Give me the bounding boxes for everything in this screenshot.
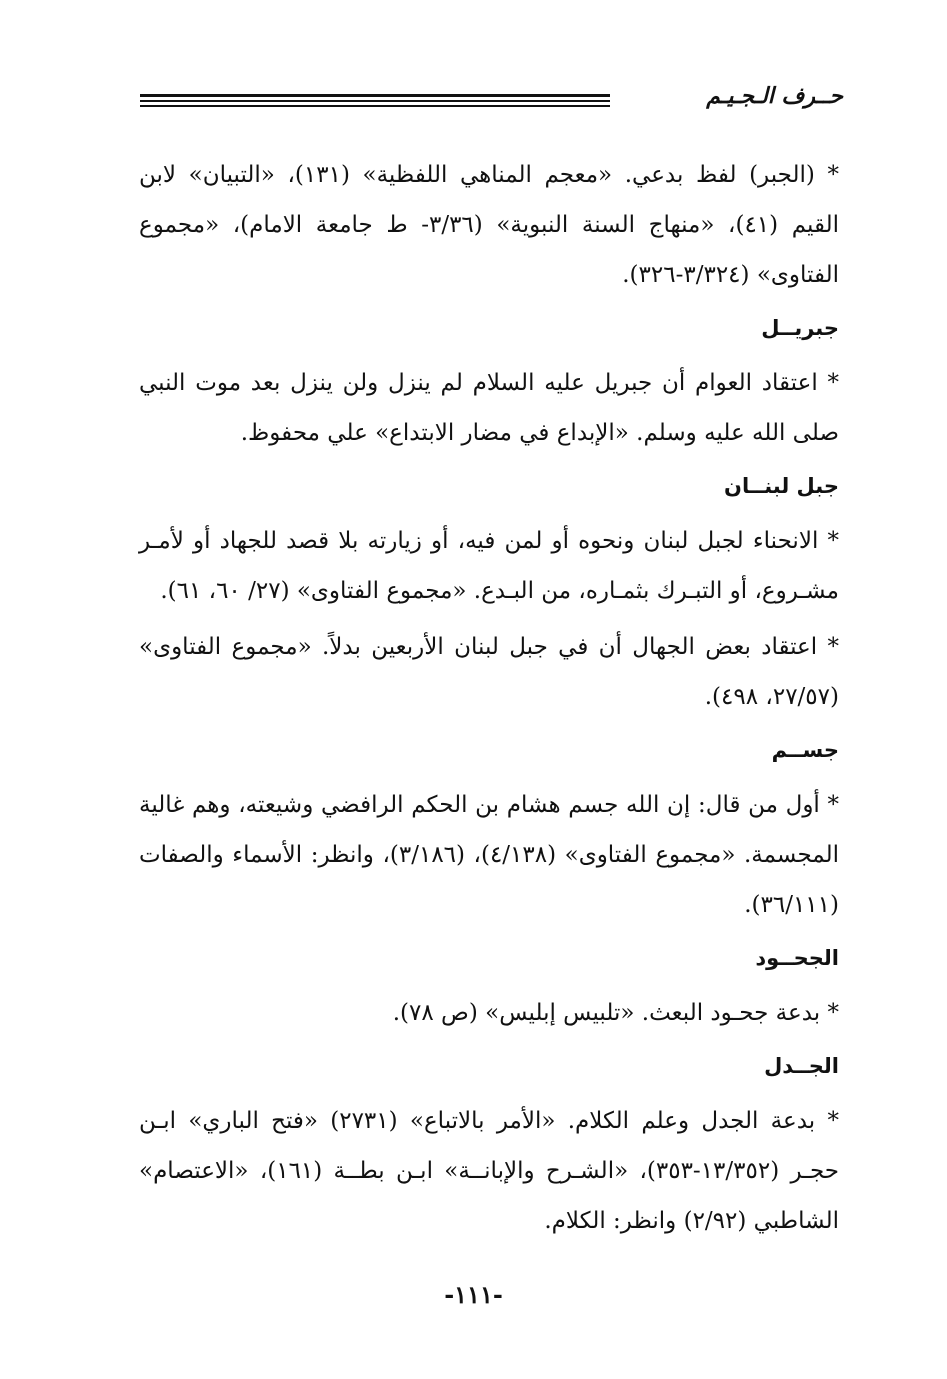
- page-number: -١١١-: [444, 1280, 503, 1309]
- entry-paragraph: * الانحناء لجبل لبنان ونحوه أو لمن فيه، أو زيارته بلا قصد للجهاد أو لأمـر مشـروع، أو التبـرك بثمـاره، من البـدع. «مجموع الفتاوى» (٢٧/ ٦٠، ٦١).: [139, 528, 839, 604]
- header-rule-line: [140, 94, 610, 97]
- header-rule-line: [140, 105, 610, 107]
- entry-jism: [139, 728, 839, 930]
- entry-heading: جســم: [771, 738, 839, 762]
- entry-jabal-lubnan: [139, 464, 839, 722]
- header-rule: [140, 94, 610, 110]
- entry-paragraph: * اعتقاد بعض الجهال أن في جبل لبنان الأربعين بدلاً. «مجموع الفتاوى» (٢٧/٥٧، ٤٩٨).: [139, 634, 839, 710]
- entry-heading: جبل لبنــان: [724, 474, 839, 498]
- entry-paragraph: * أول من قال: إن الله جسم هشام بن الحكم الرافضي وشيعته، وهم غالية المجسمة. «مجموع الفتاوى» (٤/١٣٨)، (٣/١٨٦)، وانظر: الأسماء والصفات (٣٦/١١١).: [139, 792, 839, 918]
- running-header: [140, 82, 845, 122]
- entry-heading: الجحــود: [755, 946, 839, 970]
- entry-paragraph: * (الجبر) لفظ بدعي. «معجم المناهي اللفظية» (١٣١)، «التبيان» لابن القيم (٤١)، «منهاج السنة النبوية» (٣/٣٦- ط جامعة الامام)، «مجموع الفتاوى» (٣/٣٢٤-٣٢٦).: [139, 162, 839, 288]
- entry-paragraph: * بدعة جحـود البعث. «تلبيس إبليس» (ص ٧٨).: [392, 1000, 839, 1026]
- entry-heading: الجــدل: [764, 1054, 839, 1078]
- entry-jibril: [139, 306, 839, 458]
- entry-heading: جبريــل: [761, 316, 839, 340]
- entry-jadal: [139, 1044, 839, 1246]
- entry-juhud: [139, 936, 839, 1038]
- entry-jabr: [139, 150, 839, 300]
- page-body: [139, 150, 839, 1252]
- entry-paragraph: * اعتقاد العوام أن جبريل عليه السلام لم ينزل ولن ينزل بعد موت النبي صلى الله عليه وسلم. «الإبداع في مضار الابتداع» علي محفوظ.: [139, 370, 839, 446]
- running-title: حــرف الـجـيـم: [706, 84, 843, 109]
- header-rule-line: [140, 100, 610, 102]
- entry-paragraph: * بدعة الجدل وعلم الكلام. «الأمر بالاتباع» (٢٧٣١) «فتح الباري» ابـن حجـر (١٣/٣٥٢-٣٥٣)، «الشـرح والإبانــة» ابـن بطــة (١٦١)، «الاعتصام» الشاطبي (٢/٩٢) وانظر: الكلام.: [139, 1108, 840, 1234]
